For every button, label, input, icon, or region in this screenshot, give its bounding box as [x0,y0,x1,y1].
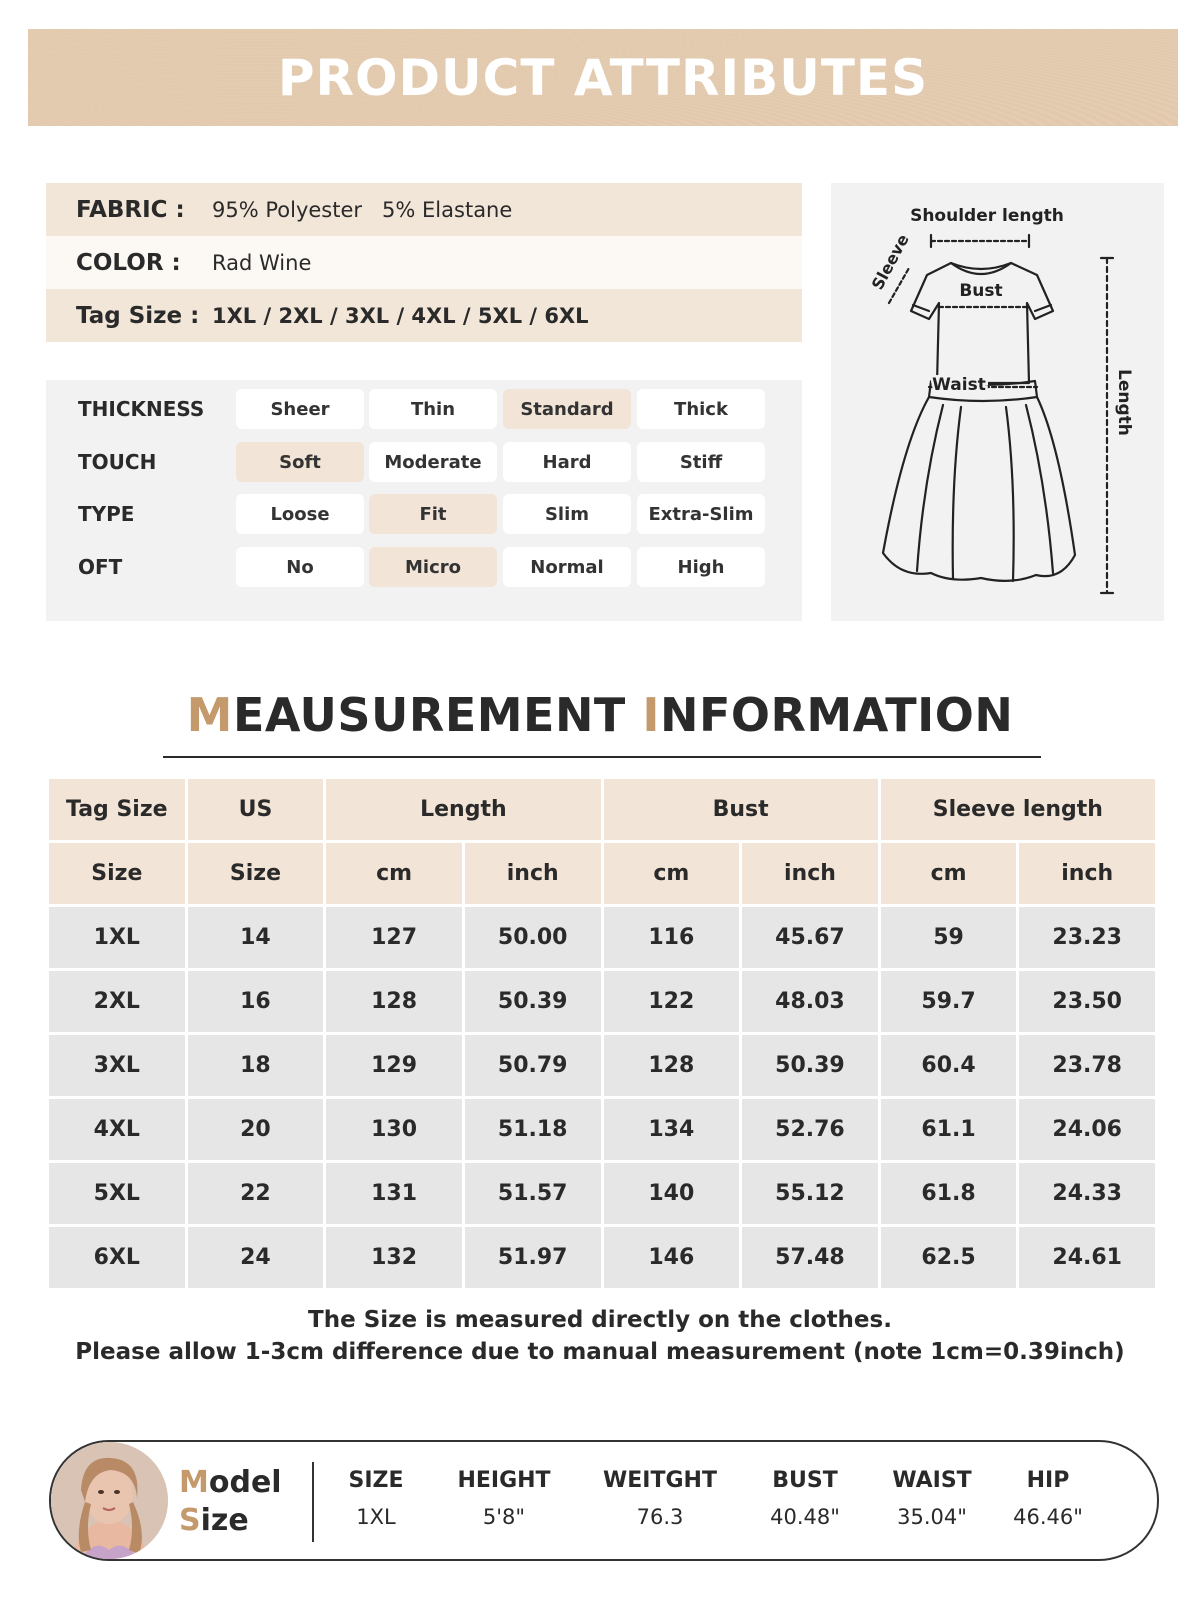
title-part: EAUSUREMENT [232,688,643,742]
option-chip-moderate: Moderate [369,442,497,482]
measurement-note: The Size is measured directly on the clothes. [308,1307,892,1333]
table-cell: 2XL [49,971,185,1032]
stat-key: WAIST [892,1468,972,1493]
table-cell: 130 [326,1099,462,1160]
bust-label: Bust [959,281,1003,301]
header-cell: Tag Size [49,779,185,840]
table-cell: 55.12 [742,1163,878,1224]
table-cell: 129 [326,1035,462,1096]
header-cell: US [188,779,324,840]
table-row [49,1163,1155,1224]
subheader-cell: cm [326,843,462,904]
attribute-label: Tag Size : [76,302,200,329]
table-cell: 57.48 [742,1227,878,1288]
stat-key: SIZE [348,1468,404,1493]
table-cell: 22 [188,1163,324,1224]
option-chip-high: High [637,547,765,587]
table-cell: 45.67 [742,907,878,968]
subheader-cell: Size [49,843,185,904]
table-cell: 128 [604,1035,740,1096]
shoulder-length-label: Shoulder length [910,206,1064,226]
model-avatar [51,1442,168,1559]
label-accent: M [179,1465,209,1500]
table-cell: 134 [604,1099,740,1160]
table-cell: 116 [604,907,740,968]
table-cell: 140 [604,1163,740,1224]
table-header-row [49,779,1155,840]
table-cell: 16 [188,971,324,1032]
option-chip-thin: Thin [369,389,497,429]
table-cell: 24.06 [1019,1099,1155,1160]
sleeve-label: Sleeve [867,230,913,293]
attribute-label: FABRIC : [76,196,185,223]
option-chip-stiff: Stiff [637,442,765,482]
subheader-cell: Size [188,843,324,904]
table-row [49,1035,1155,1096]
table-cell: 122 [604,971,740,1032]
option-chip-slim: Slim [503,494,631,534]
title-part: NFORMATION [659,688,1014,742]
model-stat-weitght [600,1468,720,1529]
table-cell: 59.7 [881,971,1017,1032]
table-cell: 51.97 [465,1227,601,1288]
table-cell: 51.57 [465,1163,601,1224]
table-row [49,971,1155,1032]
table-cell: 60.4 [881,1035,1017,1096]
measurement-note: Please allow 1-3cm difference due to manual measurement (note 1cm=0.39inch) [75,1339,1125,1365]
table-cell: 18 [188,1035,324,1096]
table-cell: 132 [326,1227,462,1288]
characteristics-panel [46,380,802,621]
characteristic-label: OFT [78,555,123,579]
characteristic-row-thickness [46,389,802,429]
table-cell: 5XL [49,1163,185,1224]
option-chip-normal: Normal [503,547,631,587]
stat-key: BUST [772,1468,838,1493]
table-cell: 61.8 [881,1163,1017,1224]
option-chip-thick: Thick [637,389,765,429]
table-cell: 48.03 [742,971,878,1032]
model-stat-hip [988,1468,1108,1529]
table-cell: 4XL [49,1099,185,1160]
stat-key: HEIGHT [457,1468,551,1493]
stat-key: HIP [1026,1468,1070,1493]
option-chip-fit: Fit [369,494,497,534]
option-chip-no: No [236,547,364,587]
characteristic-label: TYPE [78,502,135,526]
measurement-title [0,688,1200,742]
characteristic-row-oft [46,547,802,587]
option-chip-micro: Micro [369,547,497,587]
subheader-cell: cm [881,843,1017,904]
attribute-row-fabric [46,183,802,236]
table-row [49,1099,1155,1160]
model-size-label [179,1464,282,1540]
dress-illustration [831,183,1164,621]
subheader-cell: cm [604,843,740,904]
stat-value: 76.3 [636,1505,684,1529]
attribute-value: 1XL / 2XL / 3XL / 4XL / 5XL / 6XL [212,303,589,328]
stat-value: 46.46" [1013,1505,1083,1529]
table-cell: 24.61 [1019,1227,1155,1288]
attribute-value: Rad Wine [212,250,312,275]
table-row [49,907,1155,968]
table-cell: 23.78 [1019,1035,1155,1096]
table-cell: 50.00 [465,907,601,968]
title-accent-letter: I [642,688,660,742]
table-cell: 59 [881,907,1017,968]
header-cell: Length [326,779,600,840]
title-accent-letter: M [186,688,233,742]
subheader-cell: inch [465,843,601,904]
garment-diagram [831,183,1164,621]
table-cell: 50.39 [742,1035,878,1096]
table-cell: 146 [604,1227,740,1288]
table-cell: 20 [188,1099,324,1160]
banner-title: PRODUCT ATTRIBUTES [277,48,929,107]
model-stat-bust [745,1468,865,1529]
table-cell: 50.39 [465,971,601,1032]
label-text: ize [200,1503,249,1538]
title-underline [163,756,1041,758]
length-label: Length [1114,369,1134,436]
characteristic-label: TOUCH [78,450,157,474]
option-chip-loose: Loose [236,494,364,534]
table-cell: 52.76 [742,1099,878,1160]
option-chip-sheer: Sheer [236,389,364,429]
attributes-panel [46,183,802,342]
option-chip-standard: Standard [503,389,631,429]
table-cell: 23.23 [1019,907,1155,968]
attribute-row-tag-size [46,289,802,342]
option-chip-soft: Soft [236,442,364,482]
divider [312,1462,314,1542]
table-cell: 23.50 [1019,971,1155,1032]
option-chip-hard: Hard [503,442,631,482]
banner [28,29,1178,126]
table-row [49,1227,1155,1288]
table-cell: 24 [188,1227,324,1288]
header-cell: Bust [604,779,878,840]
attribute-value: 95% Polyester 5% Elastane [212,197,513,222]
option-chip-extra-slim: Extra-Slim [637,494,765,534]
attribute-label: COLOR : [76,249,181,276]
stat-key: WEITGHT [603,1468,717,1493]
characteristic-row-type [46,494,802,534]
table-cell: 61.1 [881,1099,1017,1160]
model-size-card [49,1440,1159,1561]
characteristic-label: THICKNESS [78,397,205,421]
size-chart-table [46,776,1158,1291]
stat-value: 35.04" [897,1505,967,1529]
table-cell: 131 [326,1163,462,1224]
subheader-cell: inch [1019,843,1155,904]
table-body [49,907,1155,1288]
table-cell: 1XL [49,907,185,968]
label-accent: S [179,1503,201,1538]
table-cell: 128 [326,971,462,1032]
stat-value: 1XL [356,1505,396,1529]
table-cell: 127 [326,907,462,968]
table-cell: 50.79 [465,1035,601,1096]
table-subheader-row [49,843,1155,904]
table-cell: 3XL [49,1035,185,1096]
table-cell: 62.5 [881,1227,1017,1288]
model-stat-waist [872,1468,992,1529]
label-text: odel [208,1465,282,1500]
stat-value: 5'8" [482,1505,526,1529]
attribute-row-color [46,236,802,289]
waist-label: Waist [932,375,986,395]
table-cell: 51.18 [465,1099,601,1160]
table-cell: 24.33 [1019,1163,1155,1224]
subheader-cell: inch [742,843,878,904]
table-cell: 14 [188,907,324,968]
stat-value: 40.48" [770,1505,840,1529]
header-cell: Sleeve length [881,779,1155,840]
table-cell: 6XL [49,1227,185,1288]
characteristic-row-touch [46,442,802,482]
model-stat-height [444,1468,564,1529]
model-stat-size [316,1468,436,1529]
